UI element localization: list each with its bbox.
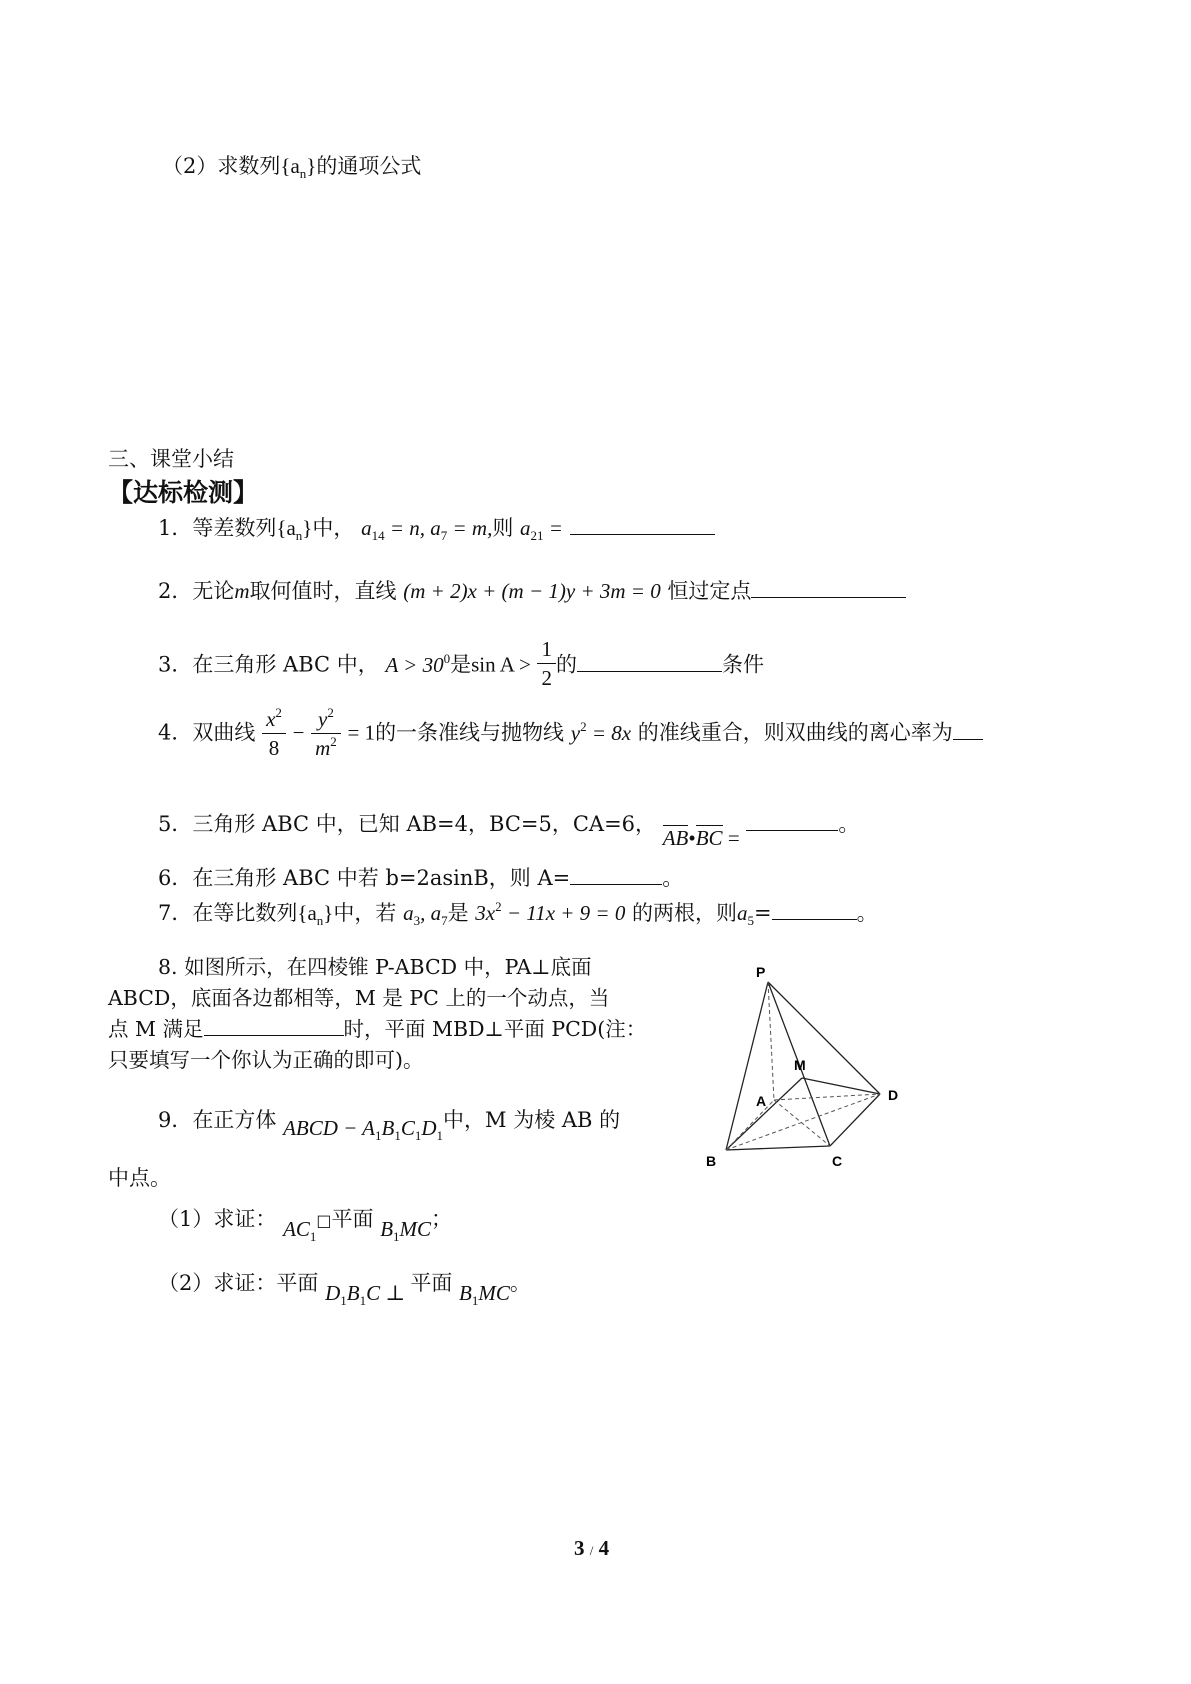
label-p: P — [756, 964, 766, 980]
question-9-part-1: （1）求证： $AC_1□$平面 $B_1MC$； — [158, 1207, 453, 1244]
answer-blank-6[interactable] — [570, 883, 662, 885]
edge-bc — [726, 1146, 830, 1150]
edge-ad — [774, 1094, 880, 1100]
section-title: 三、课堂小结 — [108, 447, 234, 471]
question-5: 5．三角形 ABC 中，已知 AB=4，BC=5，CA=6， AB•BC = 。 — [158, 812, 860, 850]
heading: 【达标检测】 — [108, 478, 259, 507]
question-2: 2．无论m取何值时，直线 (m + 2)x + (m − 1)y + 3m = 0 恒过定点 — [158, 575, 906, 605]
edge-pa — [768, 982, 774, 1100]
fraction-half: $\frac{1}{2}$ — [537, 638, 556, 690]
question-8-line-3: 点 M 满足 时，平面 MBD⊥平面 PCD(注： — [108, 1017, 647, 1041]
question-7: 7．在等比数列$\{a_n\}$中，若 $a_3$, $a_7$是 $3x^2 - 11x + 9 = 0$ 的两根，则$a_5=$ 。 — [158, 899, 878, 928]
page-number: 3 / 4 — [574, 1536, 610, 1560]
label-b: B — [706, 1153, 717, 1169]
label-a: A — [756, 1093, 767, 1109]
question-3: 3．在三角形 ABC 中， $A > 30^0$是sin A > $\frac{1}{2}$ 的 条件 — [158, 637, 764, 691]
label-m: M — [794, 1057, 806, 1073]
answer-blank-8[interactable] — [204, 1034, 344, 1036]
edge-cd — [830, 1094, 880, 1146]
edge-ba — [726, 1100, 774, 1150]
answer-blank-7[interactable] — [772, 918, 857, 920]
question-9-part-2: （2）求证：平面 $D_1B_1C$ ⊥ 平面 $B_1MC$。 — [158, 1271, 531, 1308]
question-1: 1．等差数列$\{a_n\}$中， $a_{14} = n$, $a_7 = m$,则 $a_{21}$ = — [158, 512, 715, 542]
label-d: D — [888, 1087, 899, 1103]
edge-pb — [726, 982, 768, 1150]
fraction-x2-8: $\frac{x^2}{8}$ — [262, 708, 286, 760]
question-8-line-1: 8. 如图所示，在四棱锥 P-ABCD 中，PA⊥底面 — [158, 955, 592, 979]
question-4: 4．双曲线 $\frac{x^2}{8}$ − $\frac{y^2}{m^2}$ = 1的一条准线与抛物线 $y^2 = 8x$ 的准线重合，则双曲线的离心率为 — [158, 708, 983, 760]
answer-blank-4[interactable] — [953, 738, 983, 740]
edge-pd — [768, 982, 880, 1094]
intro-question: （2）求数列$\{a_n\}$的通项公式 — [162, 154, 422, 181]
answer-blank-1[interactable] — [570, 533, 715, 535]
question-8 — [108, 952, 648, 1076]
answer-blank-5[interactable] — [746, 829, 838, 831]
question-8-line-2: ABCD，底面各边都相等，M 是 PC 上的一个动点，当 — [108, 986, 610, 1010]
answer-blank-2[interactable] — [751, 596, 906, 598]
label-c: C — [832, 1153, 843, 1169]
answer-blank-3[interactable] — [577, 670, 722, 672]
question-9: 9．在正方体 ABCD − $A_1B_1C_1D_1$中，M 为棱 AB 的 — [158, 1108, 621, 1143]
question-6: 6．在三角形 ABC 中若 b=2asinB，则 A= 。 — [158, 866, 684, 890]
question-9-line-2: 中点。 — [108, 1166, 171, 1190]
pyramid-figure — [690, 960, 920, 1180]
edge-bd — [726, 1094, 880, 1150]
fraction-y2-m2: $\frac{y^2}{m^2}$ — [311, 708, 341, 760]
question-8-line-4: 只要填写一个你认为正确的即可)。 — [108, 1048, 424, 1072]
edge-md — [802, 1078, 880, 1094]
